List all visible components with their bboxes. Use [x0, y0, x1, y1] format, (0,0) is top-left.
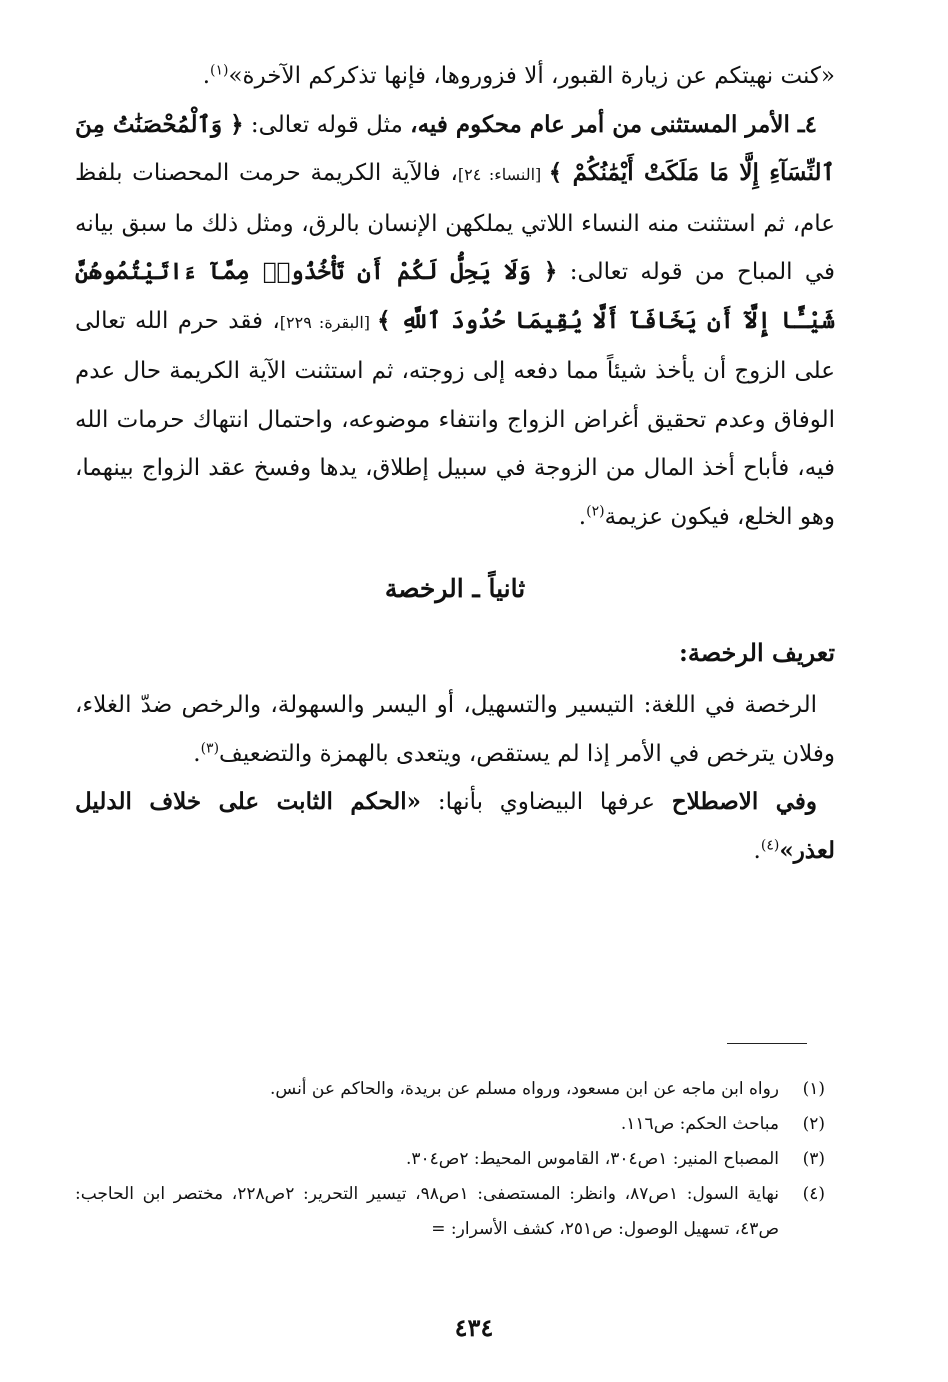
- main-text: [75, 52, 835, 875]
- verse-reference-baqara: [البقرة: ٢٢٩]: [279, 312, 378, 332]
- quran-open-bracket-2: ﴿: [543, 258, 558, 285]
- footnote-item: [75, 1177, 825, 1247]
- footnote-divider: [727, 1043, 807, 1044]
- footnote-number: (٢): [802, 1114, 825, 1134]
- paragraph-exception: ٤ـ الأمر المستثنى من أمر عام محكوم فيه، مثل قوله تعالى: ﴿ وَٱلْمُحْصَنَٰتُ مِنَ ٱلنِّسَآءِ إِلَّا مَا مَلَكَتْ أَيْمَٰنُكُمْ ﴾ [النساء: ٢٤]، فالآية الكريمة حرمت المحصنات بلفظ عام، ثم استثنت منه النساء اللاتي يملكهن الإنسان بالرق، ومثل ذلك ما سبق بيانه في المباح من قوله تعالى: ﴿ وَلَا يَحِلُّ لَكُمْ أَن تَأْخُذُوا۟ مِمَّآ ءَاتَيْتُمُوهُنَّ شَيْـًٔا إِلَّآ أَن يَخَافَآ أَلَّا يُقِيمَا حُدُودَ ٱللَّهِ ﴾ [البقرة: ٢٢٩]، فقد حرم الله تعالى على الزوج أن يأخذ شيئاً مما دفعه إلى زوجته، ثم استثنت الآية الكريمة حال عدم الوفاق وعدم تحقيق أغراض الزواج وانتفاء موضوعه، واحتمال انتهاك حرمات الله فيه، فأباح أخذ المال من الزوجة في سبيل إطلاق، يدها وفسخ عقد الزواج بينهما، وهو الخلع، فيكون عزيمة$^{(٢)}$.: [75, 110, 836, 530]
- paragraph-linguistic-definition: الرخصة في اللغة: التيسير والتسهيل، أو اليسر والسهولة، والرخص ضدّ الغلاء، وفلان يترخص في الأمر إذا لم يستقص، ويتعدى بالهمزة والتضعيف$^{(٣)}$.: [75, 692, 835, 767]
- subsection-title: تعريف الرخصة:: [679, 638, 835, 667]
- paragraph-technical-definition: وفي الاصطلاح عرفها البيضاوي بأنها: «الحكم الثابت على خلاف الدليل لعذر»$^{(٤)}$.: [75, 788, 835, 864]
- footnote-number: (١): [802, 1079, 825, 1099]
- footnote-text: رواه ابن ماجه عن ابن مسعود، ورواه مسلم عن بريدة، والحاكم عن أنس.: [270, 1079, 779, 1099]
- footnote-marker-4[interactable]: (٤): [760, 836, 780, 853]
- page-number: ٤٣٤: [454, 1313, 494, 1342]
- footnote-marker-2[interactable]: (٢): [586, 502, 605, 519]
- paragraph-hadith: «كنت نهيتكم عن زيارة القبور، ألا فزوروها، فإنها تذكركم الآخرة»$^{(١)}$.: [202, 62, 835, 89]
- footnote-number: (٣): [802, 1149, 825, 1169]
- quran-open-bracket: ﴿: [230, 110, 244, 138]
- definition-quote: «الحكم الثابت على خلاف الدليل لعذر»: [75, 788, 835, 864]
- footnote-number: (٤): [802, 1184, 825, 1204]
- footnote-marker-1[interactable]: (١): [210, 62, 229, 79]
- quran-close-bracket-2: ﴾: [377, 306, 391, 334]
- footnotes: [75, 1072, 825, 1247]
- term-label: وفي الاصطلاح: [671, 788, 817, 815]
- footnote-marker-3[interactable]: (٣): [200, 739, 220, 756]
- quran-verse-nisa: وَٱلْمُحْصَنَٰتُ مِنَ ٱلنِّسَآءِ إِلَّا مَا مَلَكَتْ أَيْمَٰنُكُمْ: [75, 110, 835, 186]
- quran-verse-baqara: وَلَا يَحِلُّ لَكُمْ أَن تَأْخُذُوا۟ مِمَّآ ءَاتَيْتُمُوهُنَّ شَيْـًٔا إِلَّآ أَن يَخَافَآ أَلَّا يُقِيمَا حُدُودَ ٱللَّهِ: [75, 258, 836, 334]
- quran-close-bracket: ﴾: [548, 159, 563, 186]
- verse-reference-nisa: [النساء: ٢٤]: [457, 165, 549, 184]
- footnote-text: نهاية السول: ١ص٨٧، وانظر: المستصفى: ١ص٩٨، تيسير التحرير: ٢ص٢٢٨، مختصر ابن الحاجب: ص٤٣، تسهيل الوصول: ص٢٥١، كشف الأسرار: =: [75, 1184, 779, 1239]
- footnote-text: مباحث الحكم: ص١١٦.: [620, 1114, 779, 1134]
- section-title: ثانياً ـ الرخصة: [384, 574, 526, 603]
- footnote-item: [75, 1072, 825, 1107]
- footnote-text: المصباح المنير: ١ص٣٠٤، القاموس المحيط: ٢ص٣٠٤.: [405, 1149, 779, 1169]
- footnote-item: [75, 1142, 825, 1177]
- point-heading: ٤ـ الأمر المستثنى من أمر عام محكوم فيه،: [410, 110, 817, 138]
- hadith-text: «كنت نهيتكم عن زيارة القبور، ألا فزوروها، فإنها تذكركم الآخرة»: [228, 63, 835, 89]
- footnote-item: [75, 1107, 825, 1142]
